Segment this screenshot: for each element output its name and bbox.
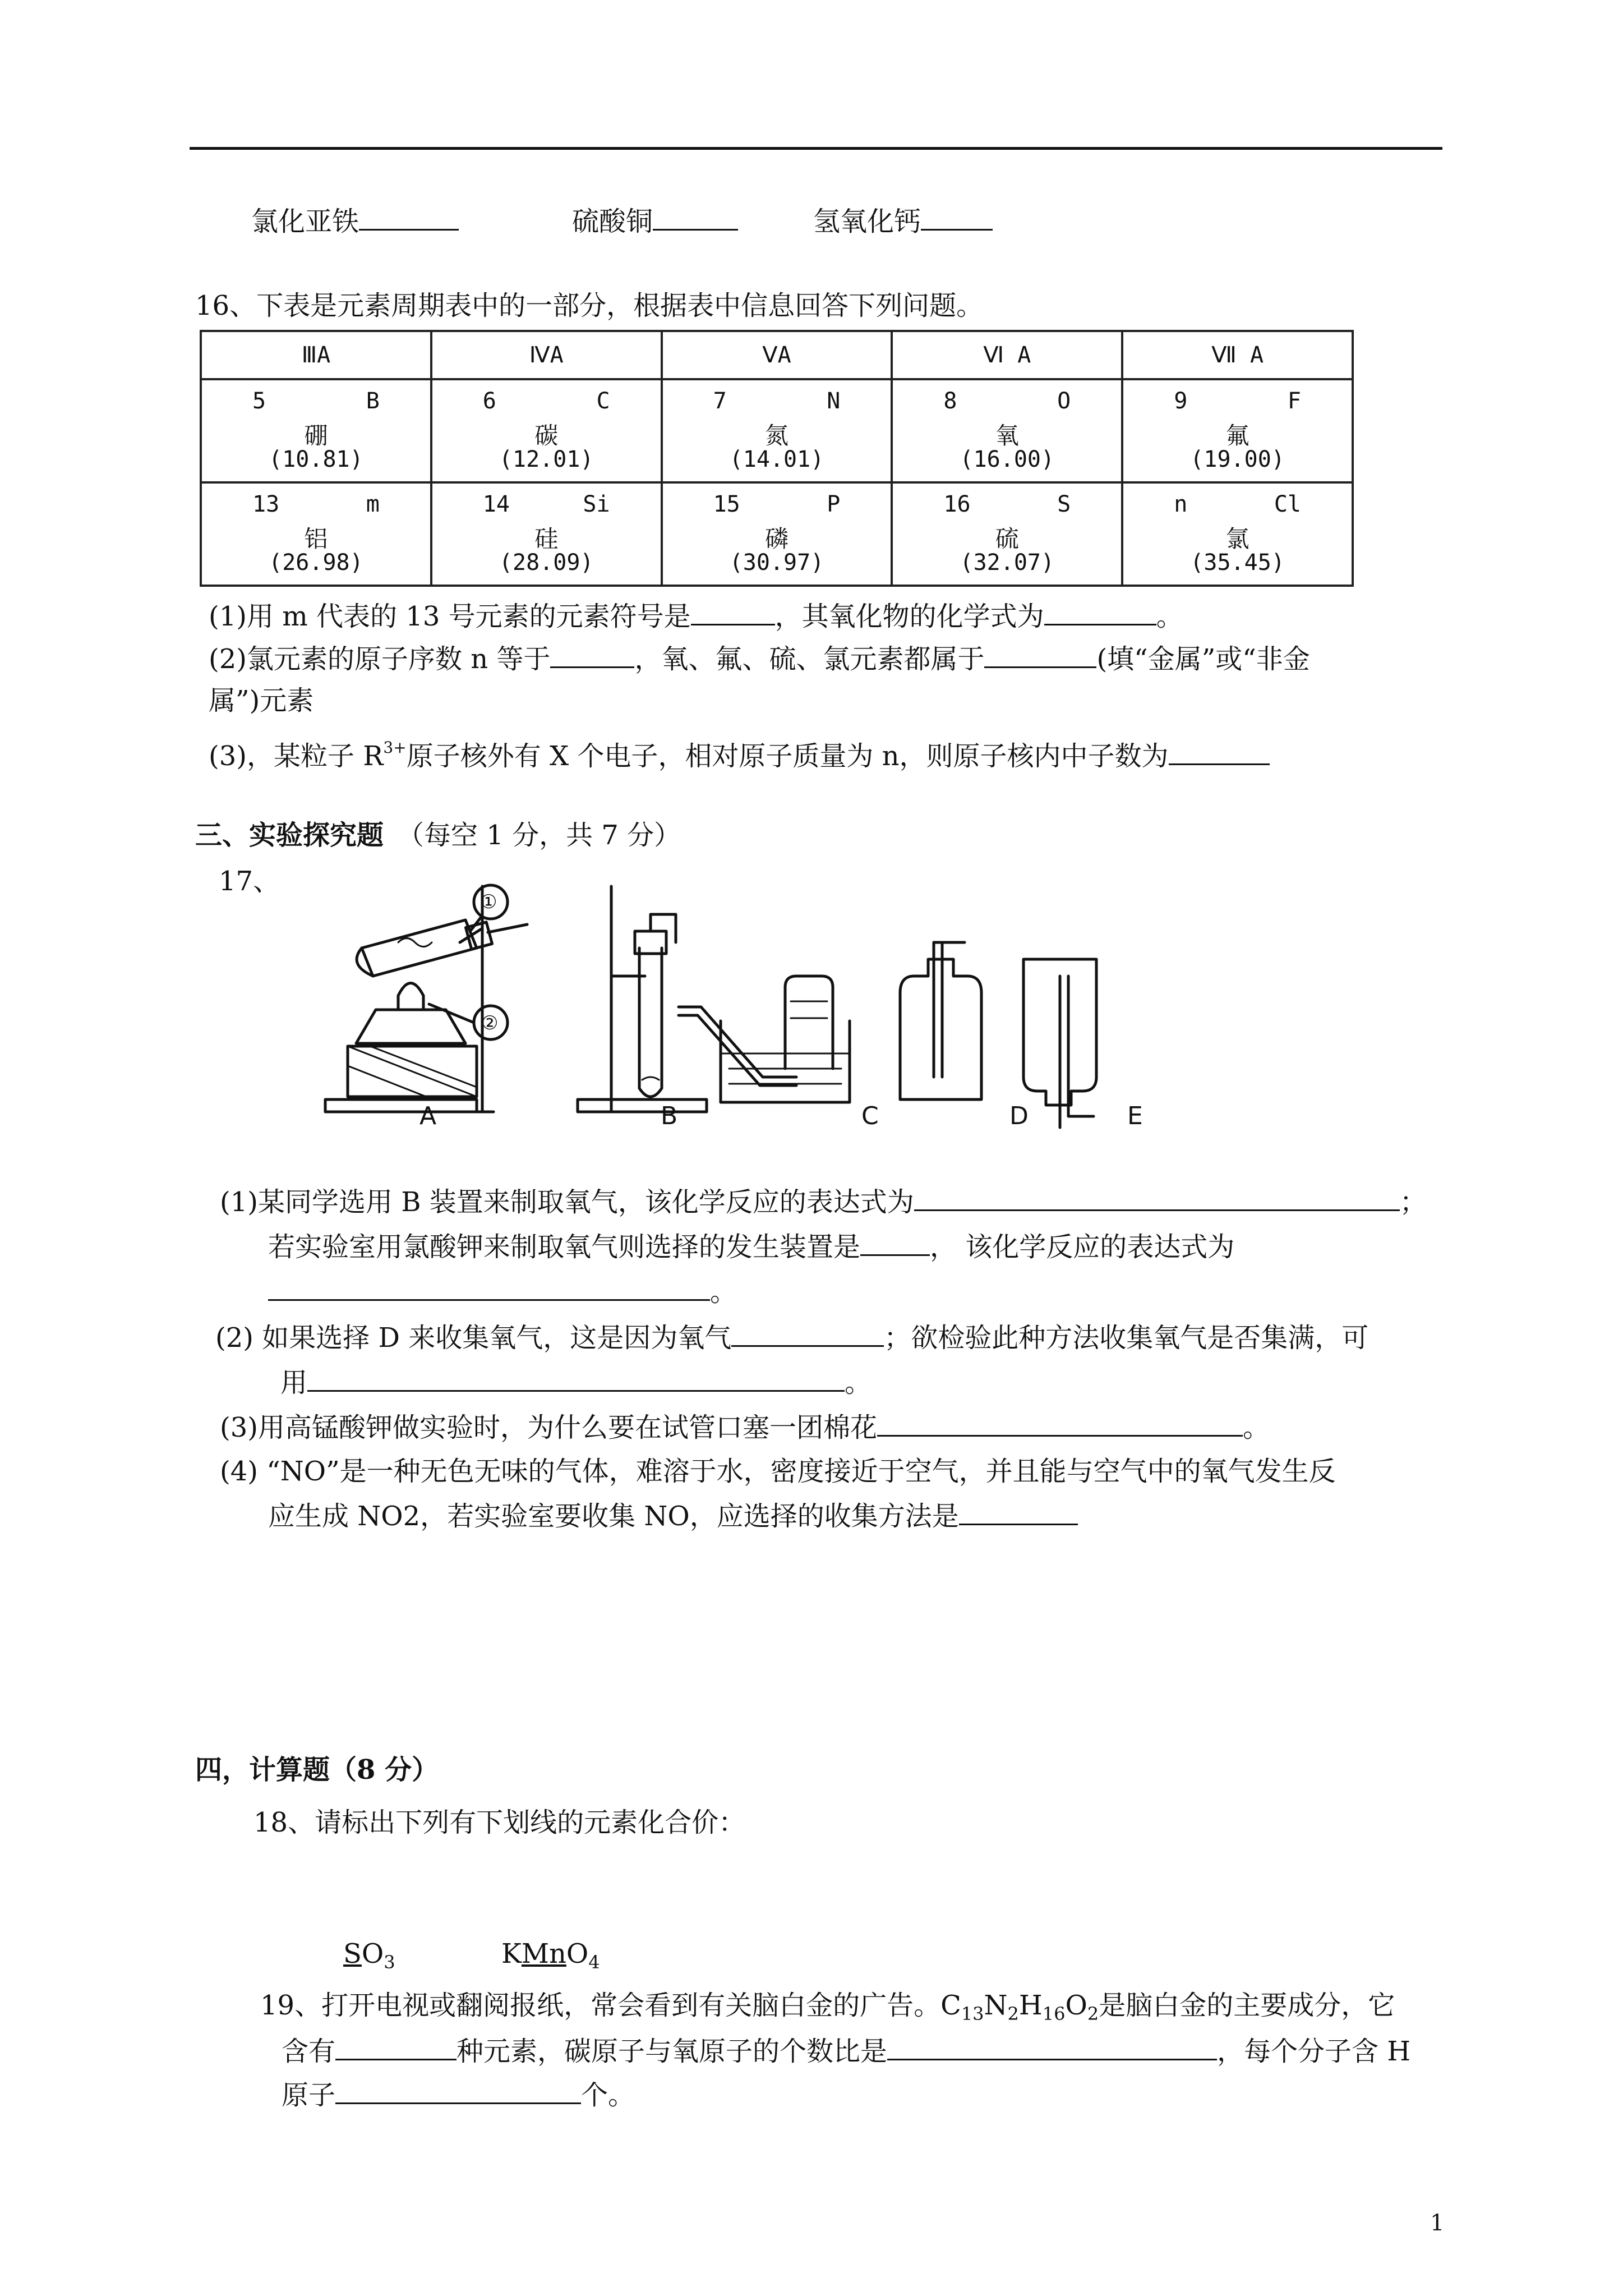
element-cell-boron: 5 B 硼 (10.81)	[201, 379, 431, 482]
answer-blank[interactable]	[335, 2033, 457, 2060]
callout-1: ①	[480, 891, 497, 913]
q19-stem: 19、打开电视或翻阅报纸，常会看到有关脑白金的广告。$C_{13}N_2H_{16}O_2$是脑白金的主要成分，它	[260, 1990, 1395, 2024]
answer-blank[interactable]	[335, 2077, 581, 2104]
answer-blank[interactable]	[877, 1409, 1243, 1437]
answer-blank[interactable]	[984, 641, 1096, 668]
group-header: ⅢA	[201, 331, 431, 379]
apparatus-label-d: D	[1009, 1102, 1029, 1130]
q18-stem: 18、请标出下列有下划线的元素化合价：	[253, 1807, 746, 1838]
q17-part4: (4) “NO”是一种无色无味的气体，难溶于水，密度接近于空气，并且能与空气中的氧气发生反	[220, 1456, 1336, 1487]
answer-blank[interactable]	[307, 1364, 845, 1392]
q17-number: 17、	[219, 866, 280, 897]
apparatus-a	[325, 885, 527, 1112]
apparatus-e	[1023, 959, 1096, 1128]
group-header: Ⅵ A	[892, 331, 1122, 379]
element-cell-phosphorus: 15 P 磷 (30.97)	[662, 482, 892, 586]
q19-line2: 含有 种元素，碳原子与氧原子的个数比是 ，每个分子含 H	[282, 2033, 1410, 2069]
answer-blank[interactable]	[653, 203, 738, 231]
blank-item-1: 氯化亚铁	[251, 203, 459, 239]
element-cell-sulfur: 16 S 硫 (32.07)	[892, 482, 1122, 586]
answer-blank[interactable]	[959, 1498, 1078, 1525]
answer-blank[interactable]	[731, 1319, 884, 1347]
callout-2: ②	[481, 1012, 499, 1034]
answer-blank[interactable]	[860, 1228, 930, 1256]
element-cell-nitrogen: 7 N 氮 (14.01)	[662, 379, 892, 482]
group-header: Ⅶ A	[1122, 331, 1353, 379]
apparatus-c	[679, 976, 850, 1102]
group-header: ⅣA	[431, 331, 662, 379]
answer-blank[interactable]	[1044, 598, 1156, 625]
periodic-table-excerpt	[200, 330, 1354, 585]
answer-blank[interactable]	[914, 1184, 1400, 1211]
answer-blank[interactable]	[268, 1273, 710, 1301]
formula-kmno4: KMnO$_4$	[501, 1938, 600, 1973]
blank-item-2: 硫酸铜	[572, 203, 738, 239]
answer-blank[interactable]	[887, 2033, 1217, 2060]
q17-part3: (3)用高锰酸钾做实验时，为什么要在试管口塞一团棉花 。	[220, 1409, 1270, 1445]
apparatus-d	[900, 942, 981, 1099]
header-rule	[190, 147, 1442, 150]
q16-part3: (3)，某粒子 $R^{3+}$原子核外有 X 个电子，相对原子质量为 n，则原子核内中子数为	[209, 730, 1270, 774]
q19-line3: 原子 个。	[282, 2077, 635, 2113]
q17-part2: (2) 如果选择 D 来收集氧气，这是因为氧气 ；欲检验此种方法收集氧气是否集满，可	[215, 1319, 1368, 1355]
element-cell-carbon: 6 C 碳 (12.01)	[431, 379, 662, 482]
formula-so3: $SO_3$	[343, 1938, 395, 1973]
page-number: 1	[1430, 2210, 1445, 2236]
answer-blank[interactable]	[550, 641, 634, 668]
element-cell-aluminum: 13 m 铝 (26.98)	[201, 482, 431, 586]
q16-part2: (2)氯元素的原子序数 n 等于 ，氧、氟、硫、氯元素都属于 (填“金属”或“非金	[209, 641, 1310, 677]
answer-blank[interactable]	[921, 203, 993, 231]
q17-part2-cont: 用 。	[280, 1364, 872, 1400]
q17-part1-cont2: 。	[268, 1273, 737, 1309]
element-cell-oxygen: 8 O 氧 (16.00)	[892, 379, 1122, 482]
element-cell-fluorine: 9 F 氟 (19.00)	[1122, 379, 1353, 482]
element-cell-chlorine: n Cl 氯 (35.45)	[1122, 482, 1353, 586]
answer-blank[interactable]	[1169, 738, 1270, 765]
group-header: ⅤA	[662, 331, 892, 379]
blank-item-3: 氢氧化钙	[813, 203, 993, 239]
apparatus-label-b: B	[661, 1102, 678, 1130]
q17-part1: (1)某同学选用 B 装置来制取氧气，该化学反应的表达式为 ；	[220, 1184, 1427, 1220]
section4-heading: 四，计算题（8 分）	[195, 1754, 439, 1786]
answer-blank[interactable]	[691, 598, 775, 625]
lab-apparatus-figure	[314, 875, 1166, 1156]
q17-part1-cont: 若实验室用氯酸钾来制取氧气则选择的发生装置是 ， 该化学反应的表达式为	[268, 1228, 1234, 1264]
answer-blank[interactable]	[359, 203, 459, 231]
q16-part1: (1)用 m 代表的 13 号元素的元素符号是 ，其氧化物的化学式为 。	[209, 598, 1183, 634]
section3-heading: 三、实验探究题 （每空 1 分，共 7 分）	[195, 820, 681, 851]
element-cell-silicon: 14 Si 硅 (28.09)	[431, 482, 662, 586]
apparatus-b	[578, 886, 707, 1112]
q16-part2-cont: 属”)元素	[209, 685, 314, 716]
q17-part4-cont: 应生成 NO2，若实验室要收集 NO，应选择的收集方法是	[268, 1498, 1078, 1534]
q16-stem: 16、下表是元素周期表中的一部分，根据表中信息回答下列问题。	[195, 290, 984, 321]
apparatus-label-e: E	[1127, 1102, 1143, 1130]
apparatus-label-a: A	[419, 1102, 437, 1130]
apparatus-label-c: C	[861, 1102, 879, 1130]
